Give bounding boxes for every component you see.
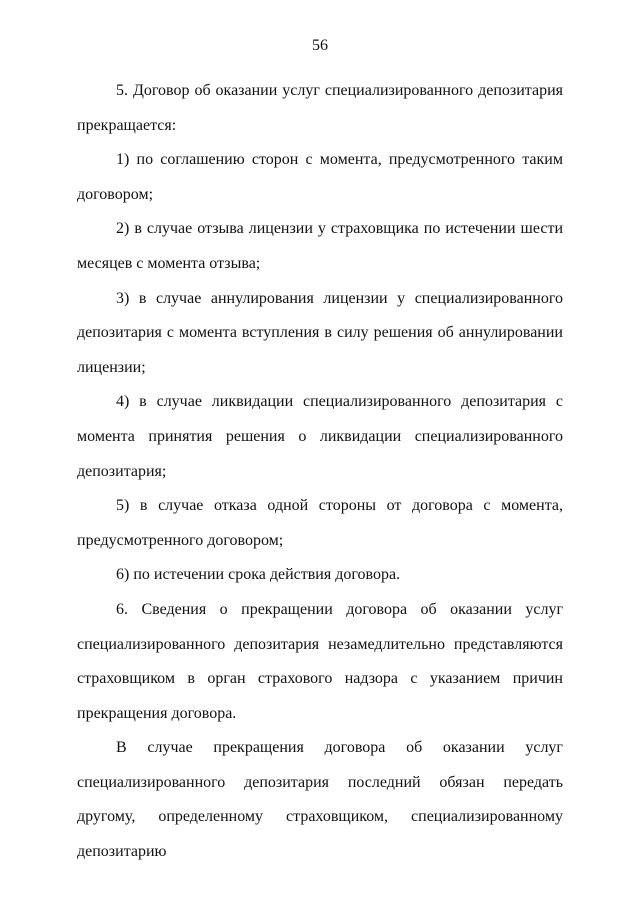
paragraph-item-3: 3) в случае аннулирования лицензии у специализированного депозитария с момента вступления в силу решения об аннулировании лицензии;: [77, 289, 563, 376]
paragraph-continuation: В случае прекращения договора об оказании услуг специализированного депозитария последний обязан передать другому, определенному страховщиком, специализированному депозитарию: [77, 739, 563, 861]
document-body: [77, 74, 563, 870]
paragraph-item-2: 2) в случае отзыва лицензии у страховщика по истечении шести месяцев с момента отзыва;: [77, 220, 563, 272]
page-number: 56: [312, 37, 328, 54]
paragraph-item-1: 1) по соглашению сторон с момента, предусмотренного таким договором;: [77, 151, 563, 203]
paragraph-section-6: 6. Сведения о прекращении договора об оказании услуг специализированного депозитария незамедлительно представляются страховщиком в орган страхового надзора с указанием причин прекращения договора.: [77, 600, 563, 722]
paragraph-item-4: 4) в случае ликвидации специализированного депозитария с момента принятия решения о ликвидации специализированного депозитария;: [77, 393, 563, 480]
paragraph-item-5: 5) в случае отказа одной стороны от договора с момента, предусмотренного договором;: [77, 497, 563, 549]
paragraph-termination-grounds: 5. Договор об оказании услуг специализированного депозитария прекращается:: [77, 82, 563, 134]
paragraph-item-6: 6) по истечении срока действия договора.: [116, 566, 401, 584]
